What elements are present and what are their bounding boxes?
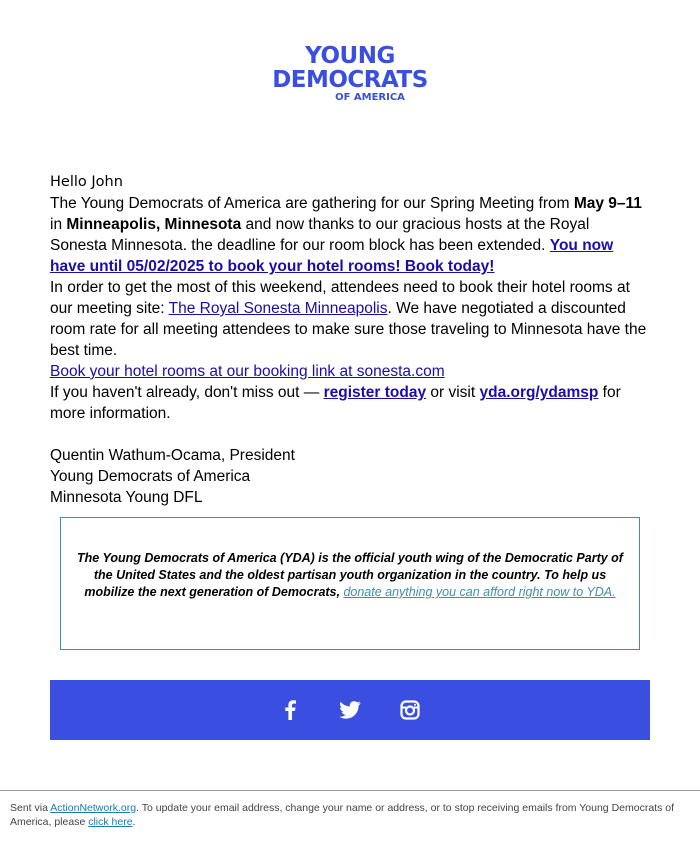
p2-text-a: In order to get the most of this weekend, attendees need to book their hotel rooms at our meeting site: <box>50 279 630 317</box>
paragraph-hotel <box>50 277 650 361</box>
social-bar <box>50 680 650 740</box>
p3-text-b: or visit <box>426 384 480 401</box>
p1-text-a: The Young Democrats of America are gathering for our Spring Meeting from <box>50 195 574 212</box>
yda-url-link[interactable]: yda.org/ydamsp <box>479 384 599 401</box>
p1-text-b: in <box>50 216 67 233</box>
meeting-location: Minneapolis, Minnesota <box>66 216 242 233</box>
about-box <box>60 517 640 650</box>
footer-divider <box>0 790 700 791</box>
paragraph-register <box>50 382 650 424</box>
booking-link[interactable]: Book your hotel rooms at our booking link at sonesta.com <box>50 363 445 380</box>
hotel-link[interactable]: The Royal Sonesta Minneapolis <box>168 300 388 317</box>
footer-text-b: . To update your email address, change your name or address, or to stop receiving emails from Young Democrats of America, please <box>10 802 675 828</box>
logo-line-democrats: DEMOCRATS <box>272 67 428 93</box>
p1-text-c: and now thanks to our gracious hosts at the Royal Sonesta Minnesota. the deadline for our room block has been extended. <box>50 216 590 254</box>
footer-text-c: . <box>132 816 136 828</box>
signature-name: Quentin Wathum-Ocama, President <box>50 447 295 464</box>
book-deadline-link[interactable]: You now have until 05/02/2025 to book your hotel rooms! Book today! <box>50 237 614 275</box>
facebook-icon[interactable] <box>278 698 302 722</box>
p3-text-c: for more information. <box>50 384 621 422</box>
greeting: Hello John <box>50 174 123 190</box>
twitter-icon[interactable] <box>338 698 362 722</box>
p3-text-a: If you haven't already, don't miss out — <box>50 384 324 401</box>
logo-line-of-america: OF AMERICA <box>335 92 405 103</box>
spacer <box>50 424 650 445</box>
email-body <box>50 172 650 508</box>
signature-org: Young Democrats of America <box>50 468 251 485</box>
footer-text-a: Sent via <box>10 802 51 814</box>
unsubscribe-link[interactable]: click here <box>88 816 133 828</box>
p2-text-b: . We have negotiated a discounted room rate for all meeting attendees to make sure those traveling to Minnesota have the best time. <box>50 300 647 359</box>
paragraph-booking <box>50 361 650 382</box>
register-link[interactable]: register today <box>323 384 427 401</box>
instagram-icon[interactable] <box>398 698 422 722</box>
logo-line-young: YOUNG <box>305 43 395 69</box>
meeting-dates: May 9–11 <box>573 195 642 212</box>
footer-legal <box>10 801 690 829</box>
signature-org-2: Minnesota Young DFL <box>50 489 203 506</box>
paragraph-spring-meeting <box>50 193 650 277</box>
about-text: The Young Democrats of America (YDA) is the official youth wing of the Democratic Party of the United States and the oldest partisan youth organization in the country. To help us mobilize the next generation of Democrats, <box>77 551 623 599</box>
yda-logo <box>0 44 700 104</box>
actionnetwork-link[interactable]: ActionNetwork.org <box>50 802 137 814</box>
donate-link[interactable]: donate anything you can afford right now to YDA. <box>343 585 616 599</box>
